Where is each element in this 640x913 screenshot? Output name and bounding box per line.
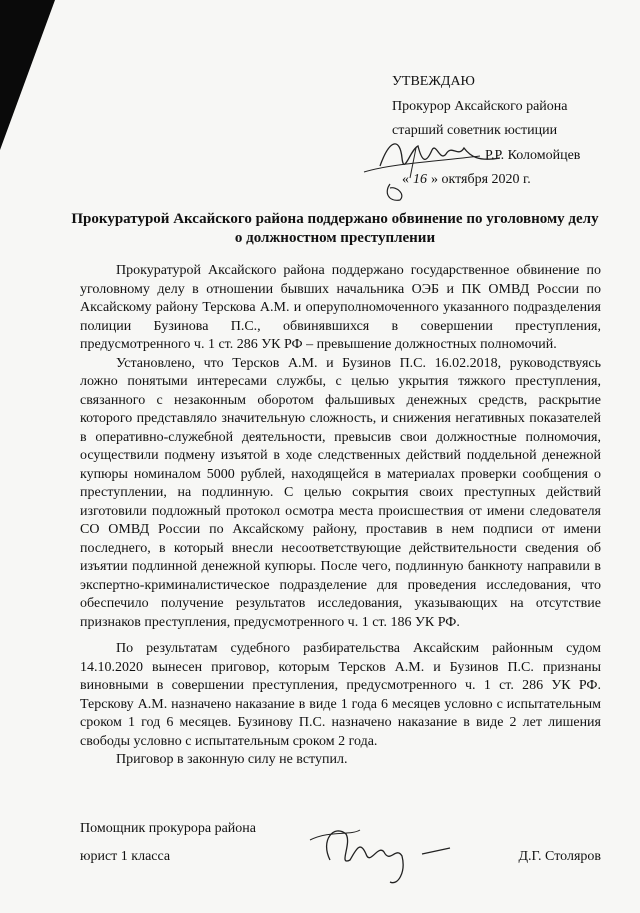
approval-heading: УТВЕЖДАЮ <box>392 74 475 89</box>
document-body <box>80 262 601 770</box>
prosecutor-signature <box>360 128 510 208</box>
signature-block <box>80 815 601 871</box>
signer-class: юрист 1 класса <box>80 849 171 864</box>
approval-name: Р.Р. Коломойцев <box>485 147 581 163</box>
paragraph-3: По результатам судебного разбирательства Аксайским районным судом 14.10.2020 вынесен приговор, которым Терсков А.М. и Бузинов П.С. признаны виновными в совершении преступления, предусмотренного ч. 1 ст. 286 УК РФ. Терскову А.М. назначено наказание в виде 1 года 6 месяцев условно с испытательным сроком 1 год 6 месяцев. Бузинову П.С. назначено наказание в виде 2 лет лишения свободы условно с испытательным сроком 2 года. <box>80 641 601 749</box>
paragraph-2: Установлено, что Терсков А.М. и Бузинов П.С. 16.02.2018, руководствуясь ложно понятыми интересами службы, с целью укрытия тяжкого преступления, связанного с незаконным оборотом фальшивых денежных средств, раскрытие которого представляло значительную сложность, и снижения негативных показателей в оперативно-служебной деятельности, превысив свои должностные полномочия, осуществили подмену изъятой в ходе следственных действий поддельной денежной купюры номиналом 5000 рублей, находящейся в материалах проверки сообщения о преступлении, на подлинную. С целью сокрытия своих преступных действий изготовили подложный протокол осмотра места происшествия от имени следователя СО ОМВД России по Аксайскому району, проставив в нем подписи от имени последнего, в который внесли несоответствующие действительности сведения об изъятии подлинной денежной купюры. После чего, подлинную банкноту направили в экспертно-криминалистическое подразделение для проведения исследования, что обеспечило получение результатов исследования, указывающих на отсутствие признаков преступления, предусмотренного ч. 1 ст. 186 УК РФ. <box>80 355 601 630</box>
date-open-quote: « <box>402 172 409 187</box>
signer-position: Помощник прокурора района <box>80 821 256 836</box>
signer-name: Д.Г. Столяров <box>518 849 601 864</box>
approval-position: Прокурор Аксайского района <box>392 98 568 114</box>
document-title: Прокуратурой Аксайского района поддержано обвинение по уголовному делу о должностном преступлении <box>71 211 599 246</box>
scan-corner-shadow <box>0 0 55 150</box>
paragraph-1: Прокуратурой Аксайского района поддержано государственное обвинение по уголовному делу в отношении бывших начальника ОЭБ и ПК ОМВД России по Аксайскому району Терскова А.М. и оперуполномоченного указанного подразделения полиции Бузинова П.С., обвинявшихся в совершении преступления, предусмотренного ч. 1 ст. 286 УК РФ – превышение должностных полномочий. <box>80 263 601 352</box>
date-day: 16 <box>413 172 427 187</box>
date-rest: » октября 2020 г. <box>431 172 531 187</box>
paragraph-4: Приговор в законную силу не вступил. <box>116 752 348 767</box>
approval-rank: старший советник юстиции <box>392 123 558 138</box>
